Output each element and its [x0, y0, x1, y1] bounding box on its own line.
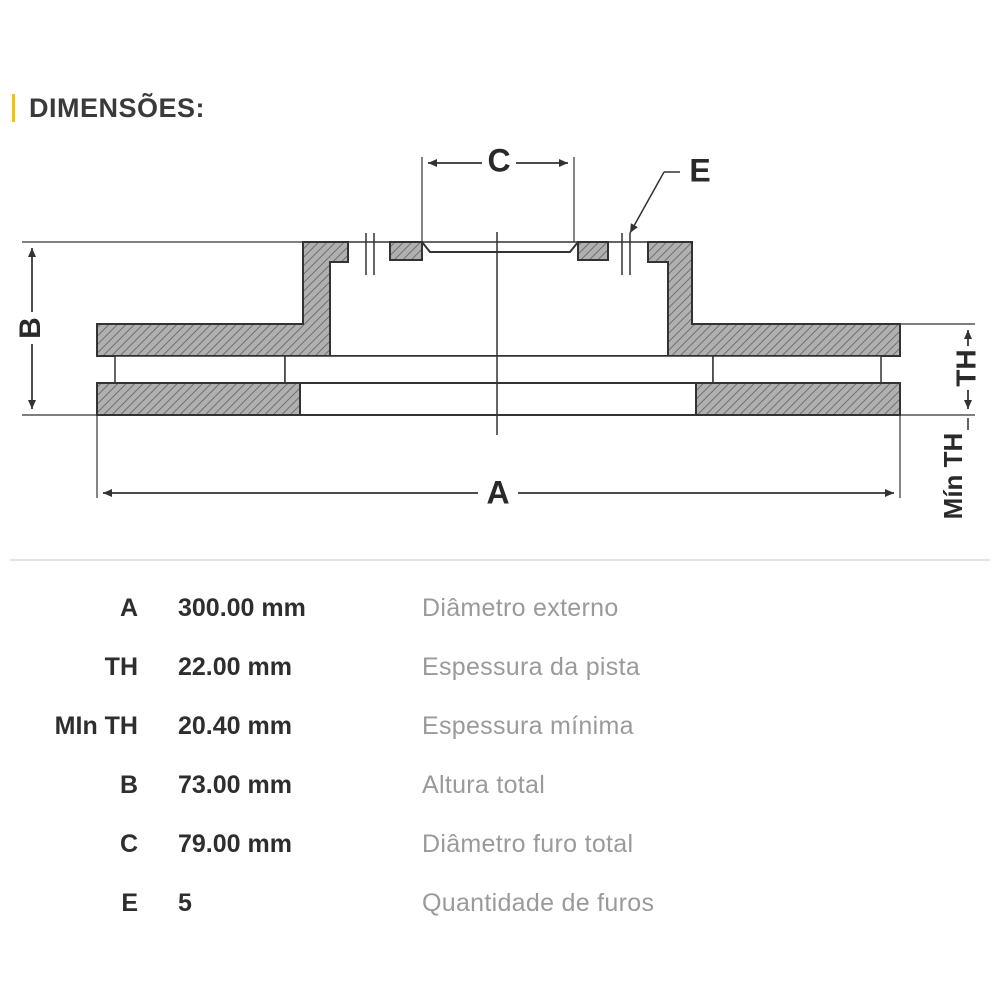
spec-description: Espessura da pista [422, 653, 641, 681]
spec-value: 20.40 mm [178, 712, 292, 740]
spec-row-b [0, 767, 1000, 807]
dim-a-label: A [486, 474, 510, 511]
spec-code: TH [104, 653, 138, 681]
dim-th-label: TH [950, 349, 982, 387]
brake-disc-diagram [0, 140, 1000, 540]
dim-b-label: B [13, 317, 47, 339]
bottom-plate-center [300, 383, 696, 415]
spec-value: 79.00 mm [178, 830, 292, 858]
vent-gap-center [285, 356, 713, 383]
spec-description: Quantidade de furos [422, 889, 655, 917]
spec-description: Altura total [422, 771, 546, 799]
bottom-plate-right [696, 383, 900, 415]
spec-row-th [0, 649, 1000, 689]
spec-code: MIn TH [54, 712, 138, 740]
vent-gap-left [115, 356, 285, 383]
flange-left [390, 242, 422, 260]
section-title: DIMENSÕES: [29, 92, 206, 123]
dim-c-label: C [487, 142, 511, 179]
section-divider [10, 559, 990, 561]
spec-code: C [119, 830, 138, 858]
section-header [12, 88, 205, 128]
spec-row-a [0, 590, 1000, 630]
spec-description: Diâmetro externo [422, 594, 619, 622]
spec-description: Espessura mínima [422, 712, 634, 740]
spec-row-c [0, 826, 1000, 866]
spec-code: B [119, 771, 138, 799]
vent-gap-right [713, 356, 881, 383]
dim-e-label: E [689, 152, 711, 189]
bottom-plate-left [97, 383, 300, 415]
dim-e-arrow [630, 172, 664, 233]
center-bore-edge [422, 242, 578, 252]
spec-code: E [121, 889, 138, 917]
spec-description: Diâmetro furo total [422, 830, 634, 858]
spec-row-e [0, 885, 1000, 925]
hat-section-left [97, 242, 348, 356]
spec-code: A [119, 594, 138, 622]
hat-section-right [648, 242, 900, 356]
spec-value: 5 [178, 889, 192, 917]
flange-right [578, 242, 608, 260]
accent-bar [12, 94, 15, 122]
spec-row-min-th [0, 708, 1000, 748]
spec-value: 22.00 mm [178, 653, 292, 681]
spec-value: 300.00 mm [178, 594, 306, 622]
dim-minth-label: Mín TH [937, 432, 968, 520]
spec-value: 73.00 mm [178, 771, 292, 799]
